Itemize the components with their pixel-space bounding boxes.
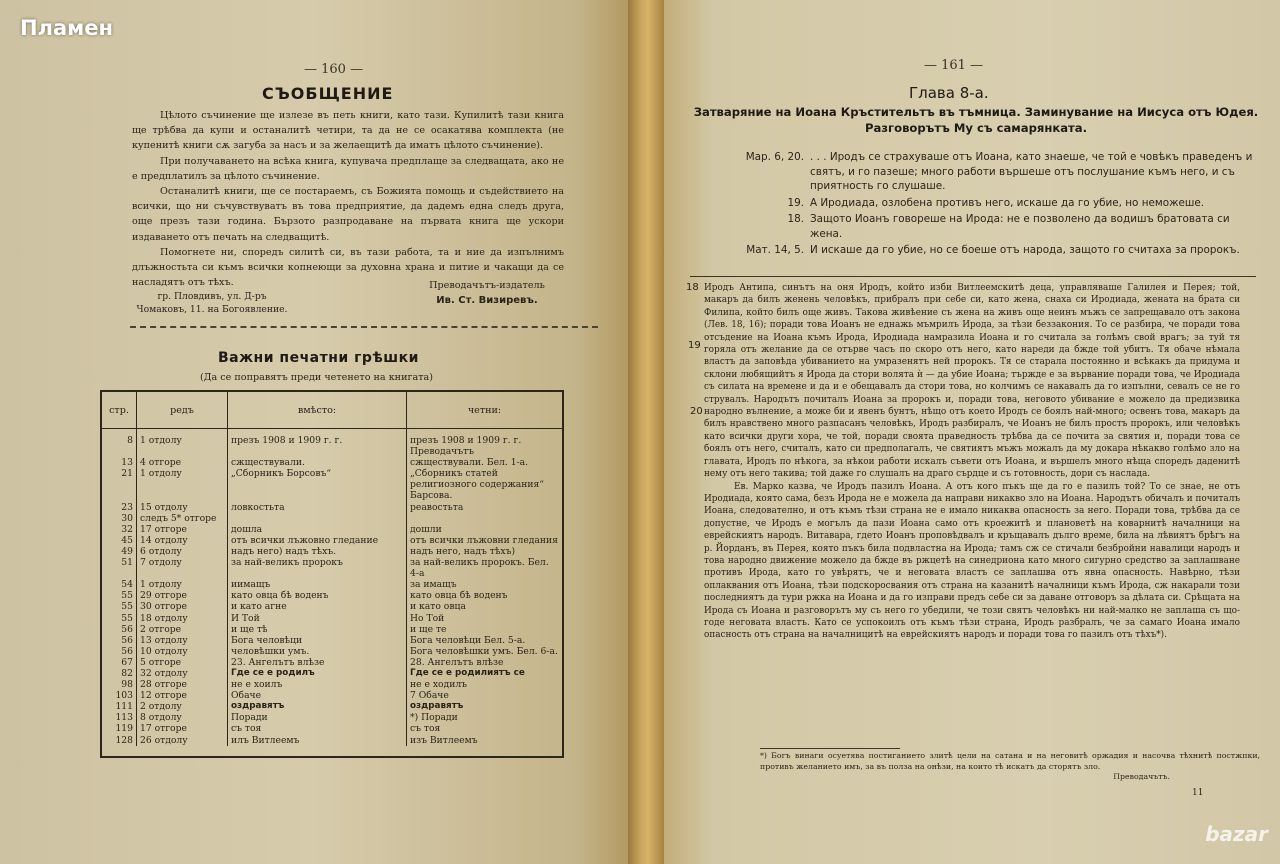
chapter-heading: Глава 8-а.	[909, 84, 989, 102]
errata-line: 1 отдолу	[137, 579, 228, 590]
errata-correct: сжществували. Бел. 1-а.	[410, 457, 529, 469]
errata-line: 30 отгоре	[137, 601, 228, 612]
errata-table	[100, 390, 564, 758]
verse-text: И искаше да го убие, но се боеше отъ народа, защото го считаха за пророкъ.	[810, 244, 1240, 256]
errata-wrong: человѣшки умъ.	[228, 646, 407, 657]
errata-wrong: не е хоилъ	[228, 679, 407, 690]
errata-wrong: Бога человѣци	[228, 635, 407, 646]
errata-row	[102, 468, 562, 501]
watermark-logo: Пламен	[20, 16, 114, 40]
watermark-site: bazar	[1205, 822, 1268, 846]
notice-paragraph: Останалитѣ книги, ще се постараемъ, съ Божията помощь и съдействието на всички, що ни съчувствуватъ въ това предприятие, да дадемъ една следъ друга, още презъ тази година. Бързото разпродаване на първата книга ще ускори издаването отъ печать на следващитѣ.	[132, 186, 564, 243]
errata-page: 56	[102, 646, 137, 657]
page-number: — 160 —	[304, 62, 364, 77]
errata-header: редъ	[137, 392, 228, 429]
errata-page: 67	[102, 657, 137, 668]
address: гр. Пловдивъ, ул. Д-ръ Чомаковъ, 11. на Богоявление.	[136, 291, 288, 315]
verse-text: Защото Иоанъ говореше на Ирода: не е позволено да водишъ братовата си жена.	[810, 213, 1230, 240]
errata-page: 32	[102, 524, 137, 535]
errata-line: 28 отгоре	[137, 679, 228, 690]
separator	[690, 276, 1256, 277]
verse-mark: 18	[686, 282, 699, 293]
verse-ref: Мат. 14, 5.	[746, 244, 804, 256]
errata-page: 55	[102, 590, 137, 601]
errata-title: Важни печатни грѣшки	[218, 350, 419, 366]
verse-mark: 19	[688, 340, 701, 351]
book-gutter	[628, 0, 664, 864]
errata-wrong: И Той	[228, 613, 407, 624]
errata-page: 13	[102, 457, 137, 468]
errata-correct: *) Поради	[410, 712, 458, 724]
errata-wrong: съ тоя	[228, 723, 407, 734]
errata-page: 82	[102, 668, 137, 679]
errata-row	[102, 590, 562, 601]
verse	[696, 243, 1256, 258]
errata-wrong: отъ всички лъжовно гледание	[228, 535, 407, 546]
errata-wrong: оздравятъ	[228, 701, 407, 712]
verse-text: А Иродиада, озлобена противъ него, искаше да го убие, но неможеше.	[810, 196, 1205, 209]
errata-row	[102, 579, 562, 590]
errata-subtitle: (Да се поправятъ преди четенето на книгата)	[200, 372, 433, 383]
errata-row	[102, 635, 562, 646]
errata-row	[102, 624, 562, 635]
notice-paragraph: Цѣлото съчинение ще излезе въ петь книги, като тази. Купилитѣ тази книга ще трѣбва да купи и останалитѣ четири, та да не се осакатява комплекта (не купенитѣ книги сѫ загуба за насъ и за желаещитѣ да иматъ цѣлото съчинение).	[132, 110, 564, 152]
errata-row	[102, 712, 562, 723]
verse-ref: Мар. 6, 20.	[745, 151, 804, 163]
errata-wrong: като овца бѣ воденъ	[228, 590, 407, 601]
notice-title: СЪОБЩЕНИЕ	[262, 84, 394, 103]
errata-correct: Но Той	[410, 612, 445, 624]
publisher	[402, 278, 572, 308]
left-page	[0, 0, 628, 864]
errata-row	[102, 701, 562, 712]
page-number: — 161 —	[924, 58, 984, 73]
errata-correct: Бога человѣшки умъ. Бел. 6-а.	[410, 645, 558, 657]
errata-page: 113	[102, 712, 137, 723]
errata-line: 5 отгоре	[137, 657, 228, 668]
errata-line: 18 отдолу	[137, 613, 228, 624]
errata-wrong: Поради	[228, 712, 407, 723]
errata-page: 51	[102, 557, 137, 579]
errata-wrong: 23. Ангелътъ влѣзе	[228, 657, 407, 668]
errata-line: 2 отгоре	[137, 624, 228, 635]
errata-line: 26 отдолу	[137, 735, 228, 746]
errata-correct	[407, 513, 563, 524]
errata-correct: и ще те	[410, 623, 447, 635]
errata-correct: и като овца	[410, 601, 466, 613]
errata-row	[102, 735, 562, 746]
errata-correct: надъ него, надъ тѣхъ)	[410, 545, 516, 557]
errata-correct: за имащъ	[410, 579, 457, 591]
errata-row	[102, 457, 562, 468]
verse-list	[696, 150, 1256, 260]
footnote	[760, 751, 1260, 783]
errata-line: 7 отдолу	[137, 557, 228, 579]
errata-row	[102, 557, 562, 579]
errata-line: 8 отдолу	[137, 712, 228, 723]
errata-correct: „Сборникъ статей религиозного содержания“ Барсова.	[410, 468, 544, 502]
errata-row	[102, 435, 562, 457]
verse	[696, 150, 1256, 194]
errata-wrong: Где се е родилъ	[228, 668, 407, 679]
errata-wrong: за най-великъ пророкъ	[228, 557, 407, 579]
errata-wrong: илъ Витлеемъ	[228, 735, 407, 746]
chapter-title: Затваряние на Иоана Кръстительтъ въ тъмница. Заминувание на Иисуса отъ Юдея. Разговорътъ Му съ самарянката.	[693, 105, 1259, 135]
errata-line: 1 отдолу	[137, 435, 228, 457]
errata-page: 103	[102, 690, 137, 701]
errata-line: 6 отдолу	[137, 546, 228, 557]
errata-correct: Где се е родилиятъ се	[410, 667, 525, 678]
verse	[696, 196, 1256, 211]
errata-correct: не е ходилъ	[410, 679, 468, 691]
verse-ref: 19.	[787, 196, 804, 209]
verse-mark: 20	[690, 406, 703, 417]
commentary	[704, 282, 1240, 642]
errata-wrong	[228, 513, 407, 524]
errata-page: 56	[102, 624, 137, 635]
errata-page: 45	[102, 535, 137, 546]
errata-row	[102, 535, 562, 546]
right-page	[664, 0, 1280, 864]
errata-line: 12 отгоре	[137, 690, 228, 701]
errata-line: 4 отгоре	[137, 457, 228, 468]
errata-page: 56	[102, 635, 137, 646]
errata-correct: Бога человѣци Бел. 5-а.	[410, 634, 526, 646]
footnote-text: *) Богъ винаги осуетява постиганието злитѣ цели на сатана и на неговитѣ оржадия и насочва тѣхнитѣ постжпки, противъ желанието имъ, за въ полза на онѣзи, на които тѣ искатъ да сторятъ зло.	[760, 751, 1260, 771]
errata-line: 2 отдолу	[137, 701, 228, 712]
errata-page: 98	[102, 679, 137, 690]
errata-page: 54	[102, 579, 137, 590]
errata-line: 1 отдолу	[137, 468, 228, 501]
errata-line: 29 отгоре	[137, 590, 228, 601]
errata-correct: за най-великъ пророкъ. Бел. 4-а	[410, 557, 549, 580]
errata-line: 10 отдолу	[137, 646, 228, 657]
errata-row	[102, 723, 562, 734]
errata-line: 14 отдолу	[137, 535, 228, 546]
errata-correct: презъ 1908 и 1909 г. г. Преводачътъ	[410, 435, 522, 458]
commentary-paragraph: Иродъ Антипа, синътъ на оня Иродъ, който изби Витлеемскитѣ деца, управляваше Галилея и Перея; той, макаръ да билъ женень человѣкъ, прибралъ при себе си, като жена, снаха си Иродиада, жената на брата си Филипа, който билъ още живъ. Такова живѣение съ жена на живъ още неинъ мъжъ се запрещавало отъ закона (Лев. 18, 16); поради това Иоанъ не еднажь мъмрилъ Ирода, за тѣзи беззакония. То се разбира, че поради това отсъдение на Иоана къмъ Ирода, Иродиада намразила Иоана и го считала за голѣмъ свой врагъ; за туй тя горяла отъ желание да се отърве часъ по скоро отъ него, като нареди да бжде той убитъ. Тя обаче нѣмала властъ да заповѣда убиванието на умразенятъ ней пророкъ. Тя се старала постоянно и всѣкакъ да придума и склони любящийтъ я Ирода да стори волята ѝ — да убие Иоана; тържде е за вървание поради това, че Иродиада съ силата на времене и да и е обещавалъ да стори това, но колчимъ се накавалъ да го изпълни, севалъ се не го струвалъ. Народътъ почиталъ Иоана за пророкъ и, поради това, неговото убивание е можело да предизвика народно вълнение, а може би и явенъ бунтъ, нѣщо отъ което Иродъ се боялъ най-много; освенъ това, макаръ да билъ нравствено много разпасанъ человѣкъ, Иродъ разбиралъ, че Иоанъ не билъ простъ пророкъ, или человѣкъ като всички други хора, че той, поради своята праведность трѣбва да се почита за святия и, поради това се боялъ отъ него, считалъ, като си предполагалъ, че святиятъ мъжъ можалъ да му докара нѣкакво голѣмо зло на главата, Иродъ по нѣкога, за нѣкои работи искалъ съвети отъ Иоана, и вършелъ много нѣща споредъ даденитѣ нему отъ него такива; той даже го слушалъ на драго сърдце и съ готовность, дори съ наслада.	[704, 283, 1240, 480]
errata-row	[102, 524, 562, 535]
errata-wrong: и като агне	[228, 601, 407, 612]
errata-page: 55	[102, 613, 137, 624]
errata-row	[102, 513, 562, 524]
errata-correct: реавостьта	[410, 501, 464, 513]
errata-page: 23	[102, 502, 137, 513]
notice-paragraph: Помогнете ни, споредъ силитѣ си, въ тази работа, та и ние да изпълнимъ длъжностьта си къмъ всички копнеющи за духовна храна и питие и чакащи да се насладятъ отъ тѣхъ.	[132, 246, 564, 289]
errata-row	[102, 690, 562, 701]
errata-page: 119	[102, 723, 137, 734]
errata-correct: съ тоя	[410, 723, 441, 735]
errata-line: 15 отдолу	[137, 502, 228, 513]
footnote-signature: Преводачътъ.	[1113, 772, 1170, 782]
errata-correct: дошли	[410, 523, 442, 535]
separator	[130, 326, 598, 328]
errata-wrong: надъ него) надъ тѣхъ.	[228, 546, 407, 557]
verse-text: . . . Иродъ се страхуваше отъ Иоана, като знаеше, че той е човѣкъ праведенъ и святъ, и го пазеше; много работи вършеше отъ послушание къмъ него, и съ приятность го слушаше.	[810, 151, 1253, 192]
verse-ref: 18.	[787, 213, 804, 225]
errata-wrong: сжществували.	[228, 457, 407, 468]
errata-header: вмѣсто:	[228, 392, 407, 429]
sheet-number: 11	[1192, 788, 1204, 798]
errata-correct: отъ всички лъжовни гледания	[410, 534, 558, 546]
errata-correct: като овца бѣ воденъ	[410, 590, 508, 602]
errata-page: 30	[102, 513, 137, 524]
errata-line: следъ 5* отгоре	[137, 513, 228, 524]
notice-paragraph: При получаването на всѣка книга, купувача предплаще за следващата, ако не е предплатилъ за цѣлото съчинение.	[132, 155, 564, 182]
errata-row	[102, 601, 562, 612]
errata-page: 21	[102, 468, 137, 501]
errata-page: 111	[102, 701, 137, 712]
errata-line: 17 отгоре	[137, 524, 228, 535]
errata-row	[102, 679, 562, 690]
notice-text	[132, 108, 564, 290]
footnote-separator	[760, 748, 900, 749]
errata-wrong: ловкостьта	[228, 502, 407, 513]
errata-line: 32 отдолу	[137, 668, 228, 679]
errata-row	[102, 613, 562, 624]
errata-wrong: и ще тѣ	[228, 624, 407, 635]
errata-wrong: Обаче	[228, 690, 407, 701]
commentary-paragraph: Ев. Марко казва, че Иродъ пазилъ Иоана. А отъ кого пъкъ ще да го е пазилъ той? То се знае, не отъ Иродиада, която сама, безъ Ирода не е можела да направи никакво зло на Иоана. Народътъ обичалъ и почиталъ Иоана, следователно, и отъ къмъ тѣзи страна не е имало никаква опасность за него. Поради това, трѣбва да се допустне, че Иродъ е могълъ да пази Иоана само отъ кроежитѣ и плановетѣ на коварнитѣ началници на еврейскиятъ народъ. Витавара, гдето Иоанъ проповѣдвалъ и кръщавалъ дълго време, била на лѣвиятъ брѣгъ на р. Йорданъ, въ Перея, която пъкъ била подвластна на Ирода; тамъ сж се стичали безбройни навалици народъ и това народно движение можело да бжде въ ржцетѣ на синедриона като много сигурно средство за заплашване противъ Ирода, като го увѣрятъ, че и неговата властъ се заплашва отъ явна опасность. Навѣрно, тѣзи оплаквания отъ Иоана, тѣзи подскоросвания отъ страна на казанитѣ началници къмъ Ирода, сж накарали този последниятъ да тури ржка на Иоана и да го изправи предъ себе си за даване отговоръ за дѣлата си. Срѣщата на Ирода съ Иоана и разговорътъ му съ него го убедили, че този святъ человѣкъ ни най-малко не заплаша съ що-годе неговата властъ. Като се успокоилъ отъ къмъ тѣзи страна, Иродъ разбралъ, че за самаго Иоана имало опасность отъ страна на началницитѣ на еврейскиятъ народъ и поради това го пазилъ отъ тѣхъ*).	[704, 481, 1240, 641]
errata-correct: 28. Ангелътъ влѣзе	[410, 656, 504, 668]
errata-line: 13 отдолу	[137, 635, 228, 646]
errata-page: 49	[102, 546, 137, 557]
errata-row	[102, 646, 562, 657]
errata-line: 17 отгоре	[137, 723, 228, 734]
errata-correct: оздравятъ	[410, 701, 464, 712]
errata-row	[102, 546, 562, 557]
publisher-name: Ив. Ст. Визиревъ.	[436, 295, 538, 306]
errata-correct: 7 Обаче	[410, 690, 449, 702]
publisher-label: Преводачътъ-издатель	[429, 280, 545, 291]
errata-header: стр.	[102, 392, 137, 429]
errata-page: 8	[102, 435, 137, 457]
errata-row	[102, 657, 562, 668]
errata-page: 55	[102, 601, 137, 612]
errata-header: четни:	[407, 392, 563, 429]
errata-row	[102, 668, 562, 679]
errata-wrong: „Сборникъ Борсовъ“	[228, 468, 407, 501]
errata-row	[102, 502, 562, 513]
errata-wrong: дошла	[228, 524, 407, 535]
errata-wrong: иимащъ	[228, 579, 407, 590]
verse	[696, 212, 1256, 241]
errata-correct: изъ Витлеемъ	[410, 734, 478, 746]
errata-page: 128	[102, 735, 137, 746]
errata-wrong: презъ 1908 и 1909 г. г.	[228, 435, 407, 457]
